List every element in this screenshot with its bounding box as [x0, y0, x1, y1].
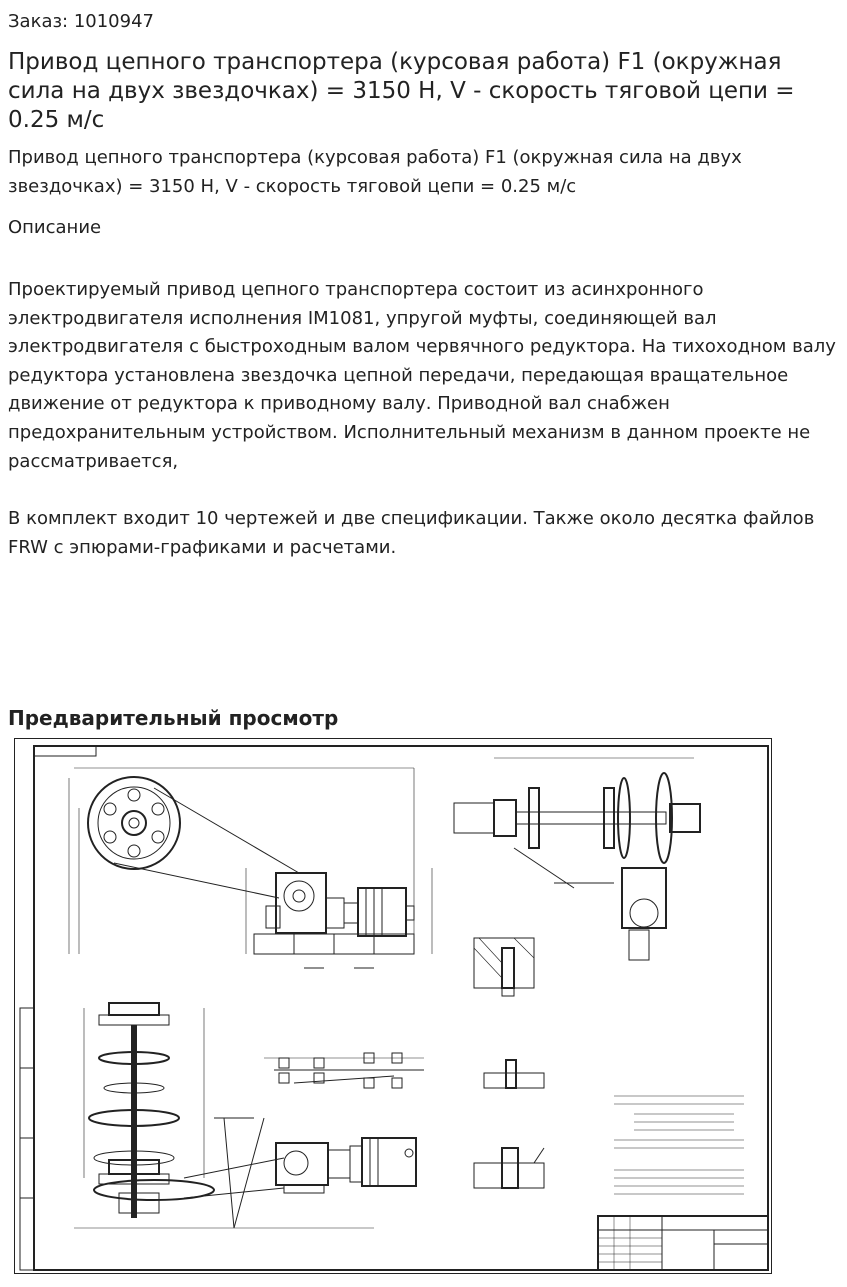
description-paragraph-1: Проектируемый привод цепного транспортера состоит из асинхронного электродвигателя исполнения IM1081, упругой муфты, соединяющей вал электродвигателя с быстроходным валом червячного редуктора. На тихоходном валу редуктора установлена звездочка цепной передачи, передающая вращательное движение от редуктора к приводному валу. Приводной вал снабжен предохранительным устройством. Исполнительный механизм в данном проекте не рассматривается, — [8, 279, 836, 472]
preview-drawing-image[interactable] — [14, 738, 772, 1274]
description-paragraph-2: В комплект входит 10 чертежей и две спецификации. Также около десятка файлов FRW с эпюрами-графиками и расчетами. — [8, 508, 815, 558]
order-number: Заказ: 1010947 — [8, 11, 154, 32]
page-subtitle: Привод цепного транспортера (курсовая работа) F1 (окружная сила на двух звездочках) = 3150 Н, V - скорость тяговой цепи = 0.25 м/с — [8, 147, 742, 197]
page-title: Привод цепного транспортера (курсовая работа) F1 (окружная сила на двух звездочках) = 3150 Н, V - скорость тяговой цепи = 0.25 м/с — [8, 49, 795, 133]
preview-heading: Предварительный просмотр — [8, 706, 339, 730]
technical-drawing — [14, 738, 772, 1274]
description-heading: Описание — [8, 217, 102, 238]
